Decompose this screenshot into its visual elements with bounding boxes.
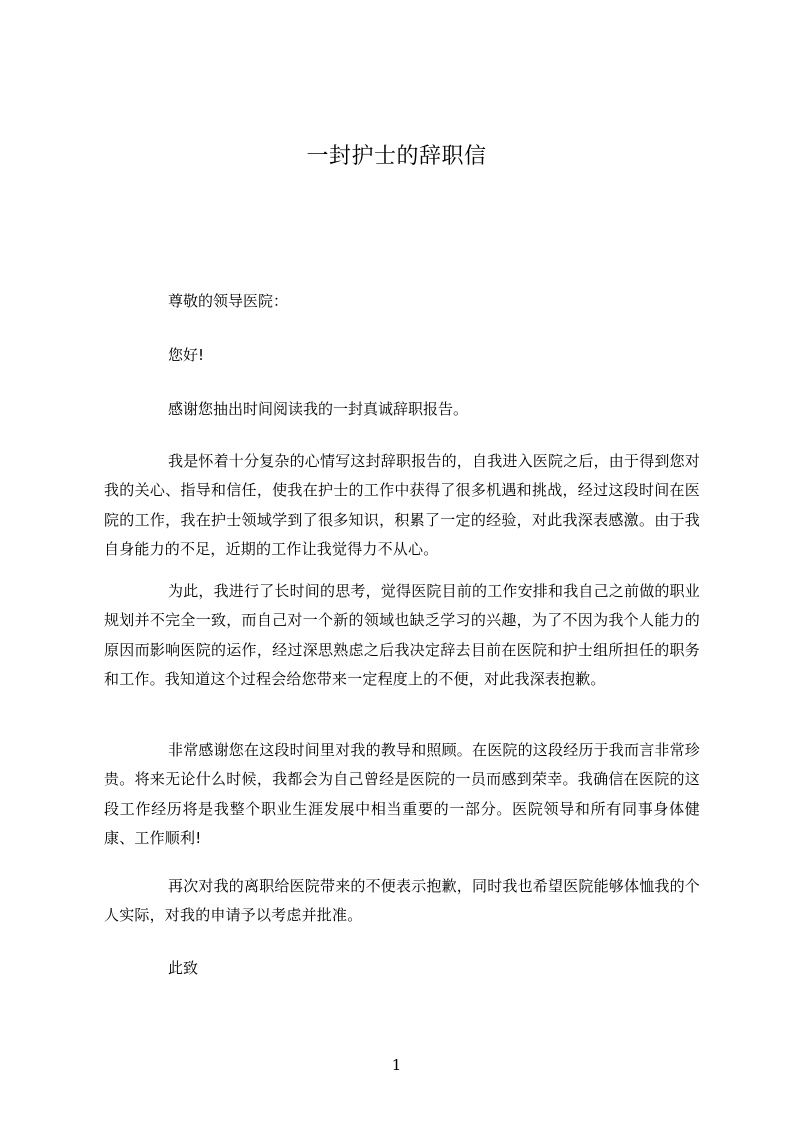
salutation: 尊敬的领导医院： [168,292,289,310]
paragraph-4: 再次对我的离职给医院带来的不便表示抱歉，同时我也希望医院能够体恤我的个人实际，对我的申请予以考虑并批准。 [104,877,701,925]
closing: 此致 [168,959,199,977]
intro-line: 感谢您抽出时间阅读我的一封真诚辞职报告。 [168,400,469,418]
paragraph-2: 为此，我进行了长时间的思考，觉得医院目前的工作安排和我自己之前做的职业规划并不完全一致，而自己对一个新的领域也缺乏学习的兴趣，为了不因为我个人能力的原因而影响医院的运作，经过深思熟虑之后我决定辞去目前在医院和护士组所担任的职务和工作。我知道这个过程会给您带来一定程度上的不便，对此我深表抱歉。 [104,582,701,688]
document-title: 一封护士的辞职信 [306,144,487,169]
paragraph-1: 我是怀着十分复杂的心情写这封辞职报告的，自我进入医院之后，由于得到您对我的关心、指导和信任，使我在护士的工作中获得了很多机遇和挑战，经过这段时间在医院的工作，我在护士领域学到了很多知识，积累了一定的经验，对此我深表感激。由于我自身能力的不足，近期的工作让我觉得力不从心。 [104,452,701,558]
paragraph-3: 非常感谢您在这段时间里对我的教导和照顾。在医院的这段经历于我而言非常珍贵。将来无论什么时候，我都会为自己曾经是医院的一员而感到荣幸。我确信在医院的这段工作经历将是我整个职业生涯发展中相当重要的一部分。医院领导和所有同事身体健康、工作顺利! [104,741,701,847]
page-number: 1 [391,1056,402,1074]
greeting: 您好! [168,346,205,364]
